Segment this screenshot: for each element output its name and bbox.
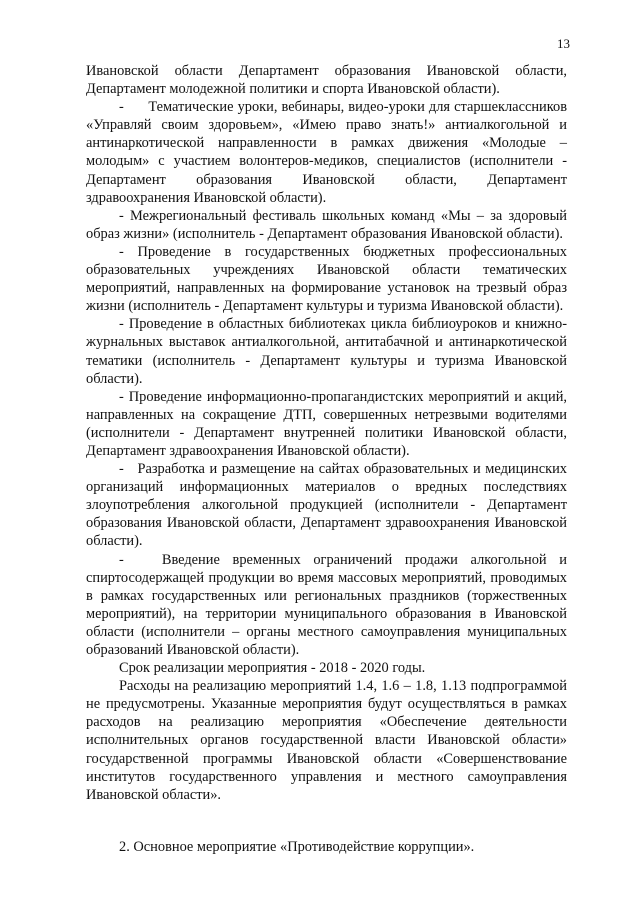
list-item-thematic-lessons: - Тематические уроки, вебинары, видео-уроки для старшеклассников «Управляй своим здоровьем», «Имею право знать!» антиалкогольной и антинаркотической направленности в рамках движения «Молодые – молодым» с участием волонтеров-медиков, специалистов (исполнители - Департамент образования Ивановской области, Департамент здравоохранения Ивановской области). [86,99,567,206]
document-body [86,62,567,856]
funding-paragraph: Расходы на реализацию мероприятий 1.4, 1.6 – 1.8, 1.13 подпрограммой не предусмотрены. Указанные мероприятия будут осуществляться в рамках расходов на реализацию мероприятия «Обеспечение деятельности исполнительных органов государственной власти Ивановской области» государственной программы Ивановской области «Совершенствование институтов государственного управления и местного самоуправления Ивановской области». [86,678,567,803]
list-item-road-safety: - Проведение информационно-пропагандистских мероприятий и акций, направленных на сокращение ДТП, совершенных нетрезвыми водителями (исполнители - Департамент внутренней политики Ивановской области, Департамент здравоохранения Ивановской области). [86,388,567,459]
list-item-professional-institutions: - Проведение в государственных бюджетных профессиональных образовательных учреждениях Ивановской области тематических мероприятий, направленных на формирование установок на трезвый образ жизни (исполнитель - Департамент культуры и туризма Ивановской области). [86,243,567,315]
list-item-information-materials: - Разработка и размещение на сайтах образовательных и медицинских организаций информационных материалов о вредных последствиях злоупотребления алкогольной продукцией (исполнители - Департамент образования Ивановской области, Департамент здравоохранения Ивановской области). [86,461,567,550]
page-number: 13 [557,36,570,51]
list-item-libraries: - Проведение в областных библиотеках цикла библиоуроков и книжно-журнальных выставок антиалкогольной, антитабачной и антинаркотической тематики (исполнитель - Департамент культуры и туризма Ивановской области). [86,316,567,387]
section-spacer [86,804,567,838]
section-heading: 2. Основное мероприятие «Противодействие коррупции». [119,838,475,855]
list-item-sales-restrictions: - Введение временных ограничений продажи алкогольной и спиртосодержащей продукции во время массовых мероприятий, проводимых в рамках государственных или региональных праздников (торжественных мероприятий), на территории муниципального образования в Ивановской области (исполнители – органы местного самоуправления муниципальных образований Ивановской области). [86,551,567,658]
implementation-period: Срок реализации мероприятия - 2018 - 2020 годы. [119,660,426,677]
list-item-festival: - Межрегиональный фестиваль школьных команд «Мы – за здоровый образ жизни» (исполнитель - Департамент образования Ивановской области). [86,207,567,242]
paragraph-continuation: Ивановской области Департамент образования Ивановской области, Департамент молодежной политики и спорта Ивановской области). [86,63,567,98]
